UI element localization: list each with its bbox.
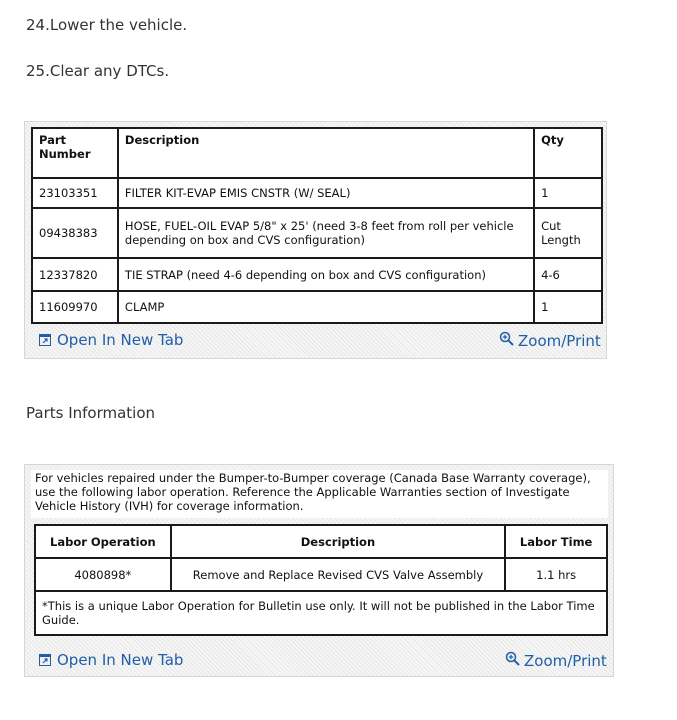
table-row <box>32 291 602 323</box>
zoom-print-label: Zoom/Print <box>524 652 607 670</box>
col-header-part-number: Part Number <box>32 128 118 178</box>
zoom-print-link[interactable] <box>499 328 601 350</box>
labor-intro-text: For vehicles repaired under the Bumper-to-Bumper coverage (Canada Base Warranty coverage), use the following labor operation. Reference the Applicable Warranties section of Investigate Vehicle History (IVH) for coverage information. <box>35 471 591 513</box>
open-in-new-tab-link[interactable] <box>39 651 183 669</box>
labor-operation-cell: 4080898* <box>35 558 171 591</box>
table-row <box>32 258 602 291</box>
parts-information-heading: Parts Information <box>26 404 156 422</box>
part-number-cell: 23103351 <box>32 178 118 208</box>
labor-footnote: *This is a unique Labor Operation for Bulletin use only. It will not be published in the Labor Time Guide. <box>35 591 607 635</box>
open-new-tab-icon <box>39 334 51 346</box>
qty-cell: 1 <box>534 178 602 208</box>
step-25: 25.Clear any DTCs. <box>26 62 170 80</box>
open-in-new-tab-label: Open In New Tab <box>57 651 184 669</box>
col-header-labor-description: Description <box>171 525 506 558</box>
part-number-cell: 12337820 <box>32 258 118 291</box>
qty-cell: 4-6 <box>534 258 602 291</box>
magnifier-plus-icon <box>499 331 515 347</box>
col-header-labor-operation: Labor Operation <box>35 525 171 558</box>
parts-table-frame <box>24 121 607 359</box>
labor-table <box>34 524 608 636</box>
qty-cell: Cut Length <box>534 208 602 258</box>
zoom-print-link[interactable] <box>505 648 607 670</box>
part-number-cell: 09438383 <box>32 208 118 258</box>
qty-cell: 1 <box>534 291 602 323</box>
open-new-tab-icon <box>39 654 51 666</box>
table-row <box>35 558 607 591</box>
footnote-row <box>35 591 607 635</box>
open-in-new-tab-link[interactable] <box>39 331 183 349</box>
description-cell: TIE STRAP (need 4-6 depending on box and CVS configuration) <box>118 258 534 291</box>
col-header-description: Description <box>118 128 534 178</box>
step-24: 24.Lower the vehicle. <box>26 16 188 34</box>
labor-table-frame <box>24 464 614 677</box>
description-cell: CLAMP <box>118 291 534 323</box>
parts-table-actions <box>25 331 606 353</box>
col-header-qty: Qty <box>534 128 602 178</box>
col-header-labor-time: Labor Time <box>505 525 607 558</box>
zoom-print-label: Zoom/Print <box>518 332 601 350</box>
part-number-cell: 11609970 <box>32 291 118 323</box>
labor-table-header-row <box>35 525 607 558</box>
labor-description-cell: Remove and Replace Revised CVS Valve Assembly <box>171 558 506 591</box>
table-row <box>32 178 602 208</box>
description-cell: HOSE, FUEL-OIL EVAP 5/8" x 25' (need 3-8 feet from roll per vehicle depending on box and CVS configuration) <box>118 208 534 258</box>
open-in-new-tab-label: Open In New Tab <box>57 331 184 349</box>
description-cell: FILTER KIT-EVAP EMIS CNSTR (W/ SEAL) <box>118 178 534 208</box>
table-row <box>32 208 602 258</box>
parts-table <box>31 127 603 324</box>
parts-table-header-row <box>32 128 602 178</box>
labor-time-cell: 1.1 hrs <box>505 558 607 591</box>
magnifier-plus-icon <box>505 651 521 667</box>
labor-table-actions <box>25 651 613 673</box>
